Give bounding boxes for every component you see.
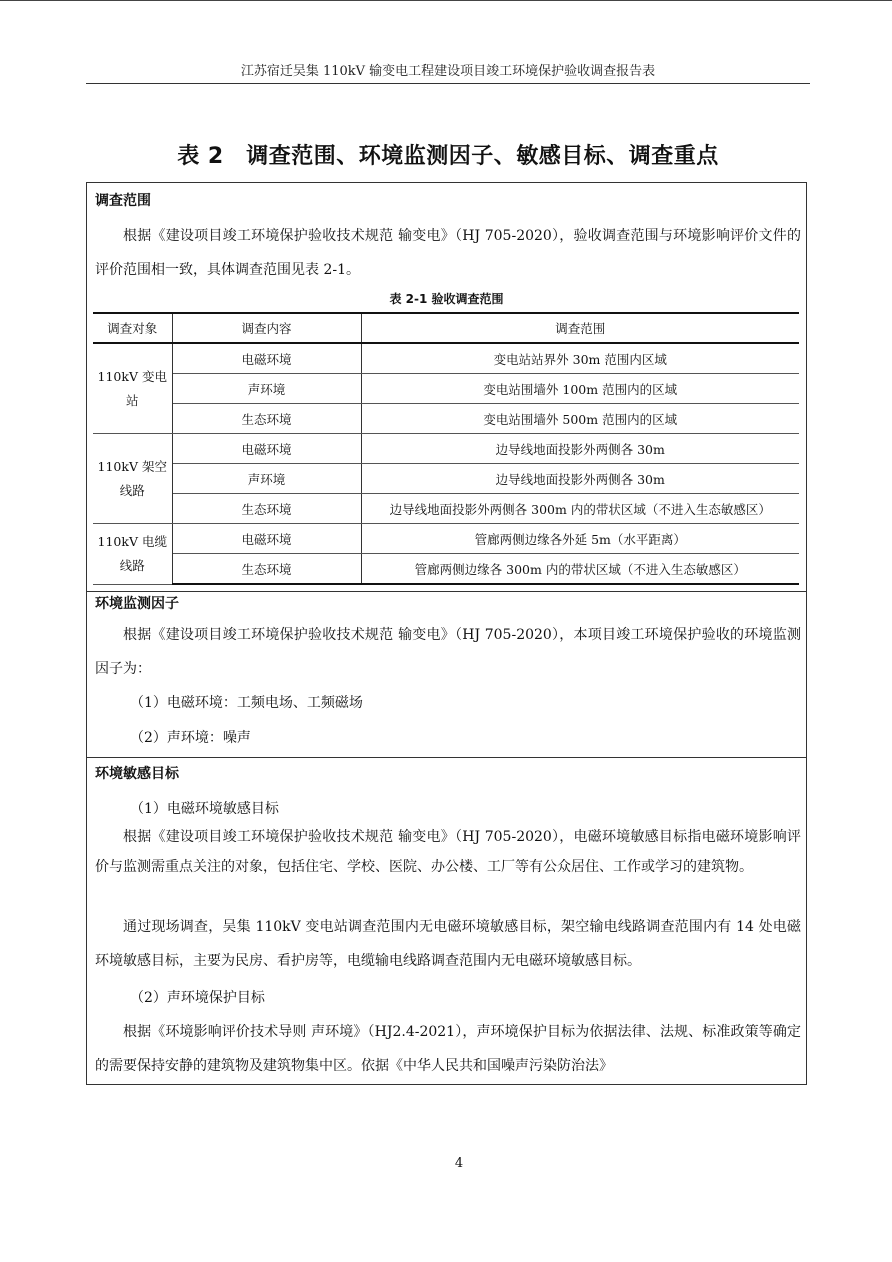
col-header-content: 调查内容 bbox=[172, 313, 361, 343]
section-heading-sensitive-targets: 环境敏感目标 bbox=[95, 766, 179, 782]
page-number: 4 bbox=[454, 1156, 464, 1171]
object-cell-substation: 110kV 变电站 bbox=[93, 343, 172, 434]
header-rule bbox=[86, 83, 810, 84]
object-cell-overhead-line: 110kV 架空线路 bbox=[93, 434, 172, 524]
range-cell: 边导线地面投影外两侧各 30m bbox=[361, 434, 799, 464]
content-cell: 电磁环境 bbox=[172, 343, 361, 374]
table-row bbox=[93, 524, 799, 554]
section-heading-survey-scope: 调查范围 bbox=[95, 193, 151, 209]
content-cell: 电磁环境 bbox=[172, 434, 361, 464]
range-cell: 变电站围墙外 100m 范围内的区域 bbox=[361, 374, 799, 404]
content-cell: 生态环境 bbox=[172, 404, 361, 434]
table-row bbox=[93, 494, 799, 524]
col-header-range: 调查范围 bbox=[361, 313, 799, 343]
subheading-em-targets: （1）电磁环境敏感目标 bbox=[130, 801, 279, 817]
col-header-object: 调查对象 bbox=[93, 313, 172, 343]
monitoring-factor-item: （1）电磁环境：工频电场、工频磁场 bbox=[130, 695, 363, 711]
table-row bbox=[93, 464, 799, 494]
section-heading-monitoring-factors: 环境监测因子 bbox=[95, 596, 179, 612]
survey-scope-table bbox=[93, 312, 799, 585]
page-top-border bbox=[0, 0, 892, 1]
object-cell-cable-line: 110kV 电缆线路 bbox=[93, 524, 172, 585]
running-header: 江苏宿迁吴集 110kV 输变电工程建设项目竣工环境保护验收调查报告表 bbox=[240, 64, 656, 79]
content-cell: 声环境 bbox=[172, 464, 361, 494]
subheading-noise-targets: （2）声环境保护目标 bbox=[130, 990, 265, 1006]
section-divider bbox=[86, 591, 807, 592]
section-divider bbox=[86, 757, 807, 758]
em-targets-definition: 根据《建设项目竣工环境保护验收技术规范 输变电》（HJ 705-2020），电磁环境敏感目标指电磁环境影响评价与监测需重点关注的对象，包括住宅、学校、医院、办公楼、工厂等有公众居住、工作或学习的建筑物。 bbox=[95, 829, 801, 875]
content-cell: 声环境 bbox=[172, 374, 361, 404]
monitoring-factor-item: （2）声环境：噪声 bbox=[130, 730, 251, 746]
table-row bbox=[93, 343, 799, 374]
table-row bbox=[93, 554, 799, 585]
range-cell: 边导线地面投影外两侧各 300m 内的带状区域（不进入生态敏感区） bbox=[361, 494, 799, 524]
table-row bbox=[93, 374, 799, 404]
range-cell: 变电站站界外 30m 范围内区域 bbox=[361, 343, 799, 374]
content-cell: 电磁环境 bbox=[172, 524, 361, 554]
em-targets-survey-result: 通过现场调查，吴集 110kV 变电站调查范围内无电磁环境敏感目标，架空输电线路调查范围内有 14 处电磁环境敏感目标，主要为民房、看护房等，电缆输电线路调查范围内无电磁环境敏感目标。 bbox=[95, 919, 801, 969]
table-row bbox=[93, 434, 799, 464]
range-cell: 管廊两侧边缘各外延 5m（水平距离） bbox=[361, 524, 799, 554]
table-header-row bbox=[93, 313, 799, 343]
noise-targets-paragraph: 根据《环境影响评价技术导则 声环境》（HJ2.4-2021），声环境保护目标为依据法律、法规、标准政策等确定的需要保持安静的建筑物及建筑物集中区。依据《中华人民共和国噪声污染防治法》 bbox=[95, 1024, 801, 1074]
monitoring-factors-paragraph: 根据《建设项目竣工环境保护验收技术规范 输变电》（HJ 705-2020），本项目竣工环境保护验收的环境监测因子为： bbox=[95, 627, 801, 677]
range-cell: 变电站围墙外 500m 范围内的区域 bbox=[361, 404, 799, 434]
table-row bbox=[93, 404, 799, 434]
range-cell: 管廊两侧边缘各 300m 内的带状区域（不进入生态敏感区） bbox=[361, 554, 799, 585]
page-title: 表 2 调查范围、环境监测因子、敏感目标、调查重点 bbox=[177, 144, 719, 169]
table-caption: 表 2-1 验收调查范围 bbox=[389, 292, 504, 306]
survey-scope-paragraph: 根据《建设项目竣工环境保护验收技术规范 输变电》（HJ 705-2020），验收调查范围与环境影响评价文件的评价范围相一致，具体调查范围见表 2-1。 bbox=[95, 228, 801, 278]
range-cell: 边导线地面投影外两侧各 30m bbox=[361, 464, 799, 494]
content-cell: 生态环境 bbox=[172, 554, 361, 585]
content-cell: 生态环境 bbox=[172, 494, 361, 524]
